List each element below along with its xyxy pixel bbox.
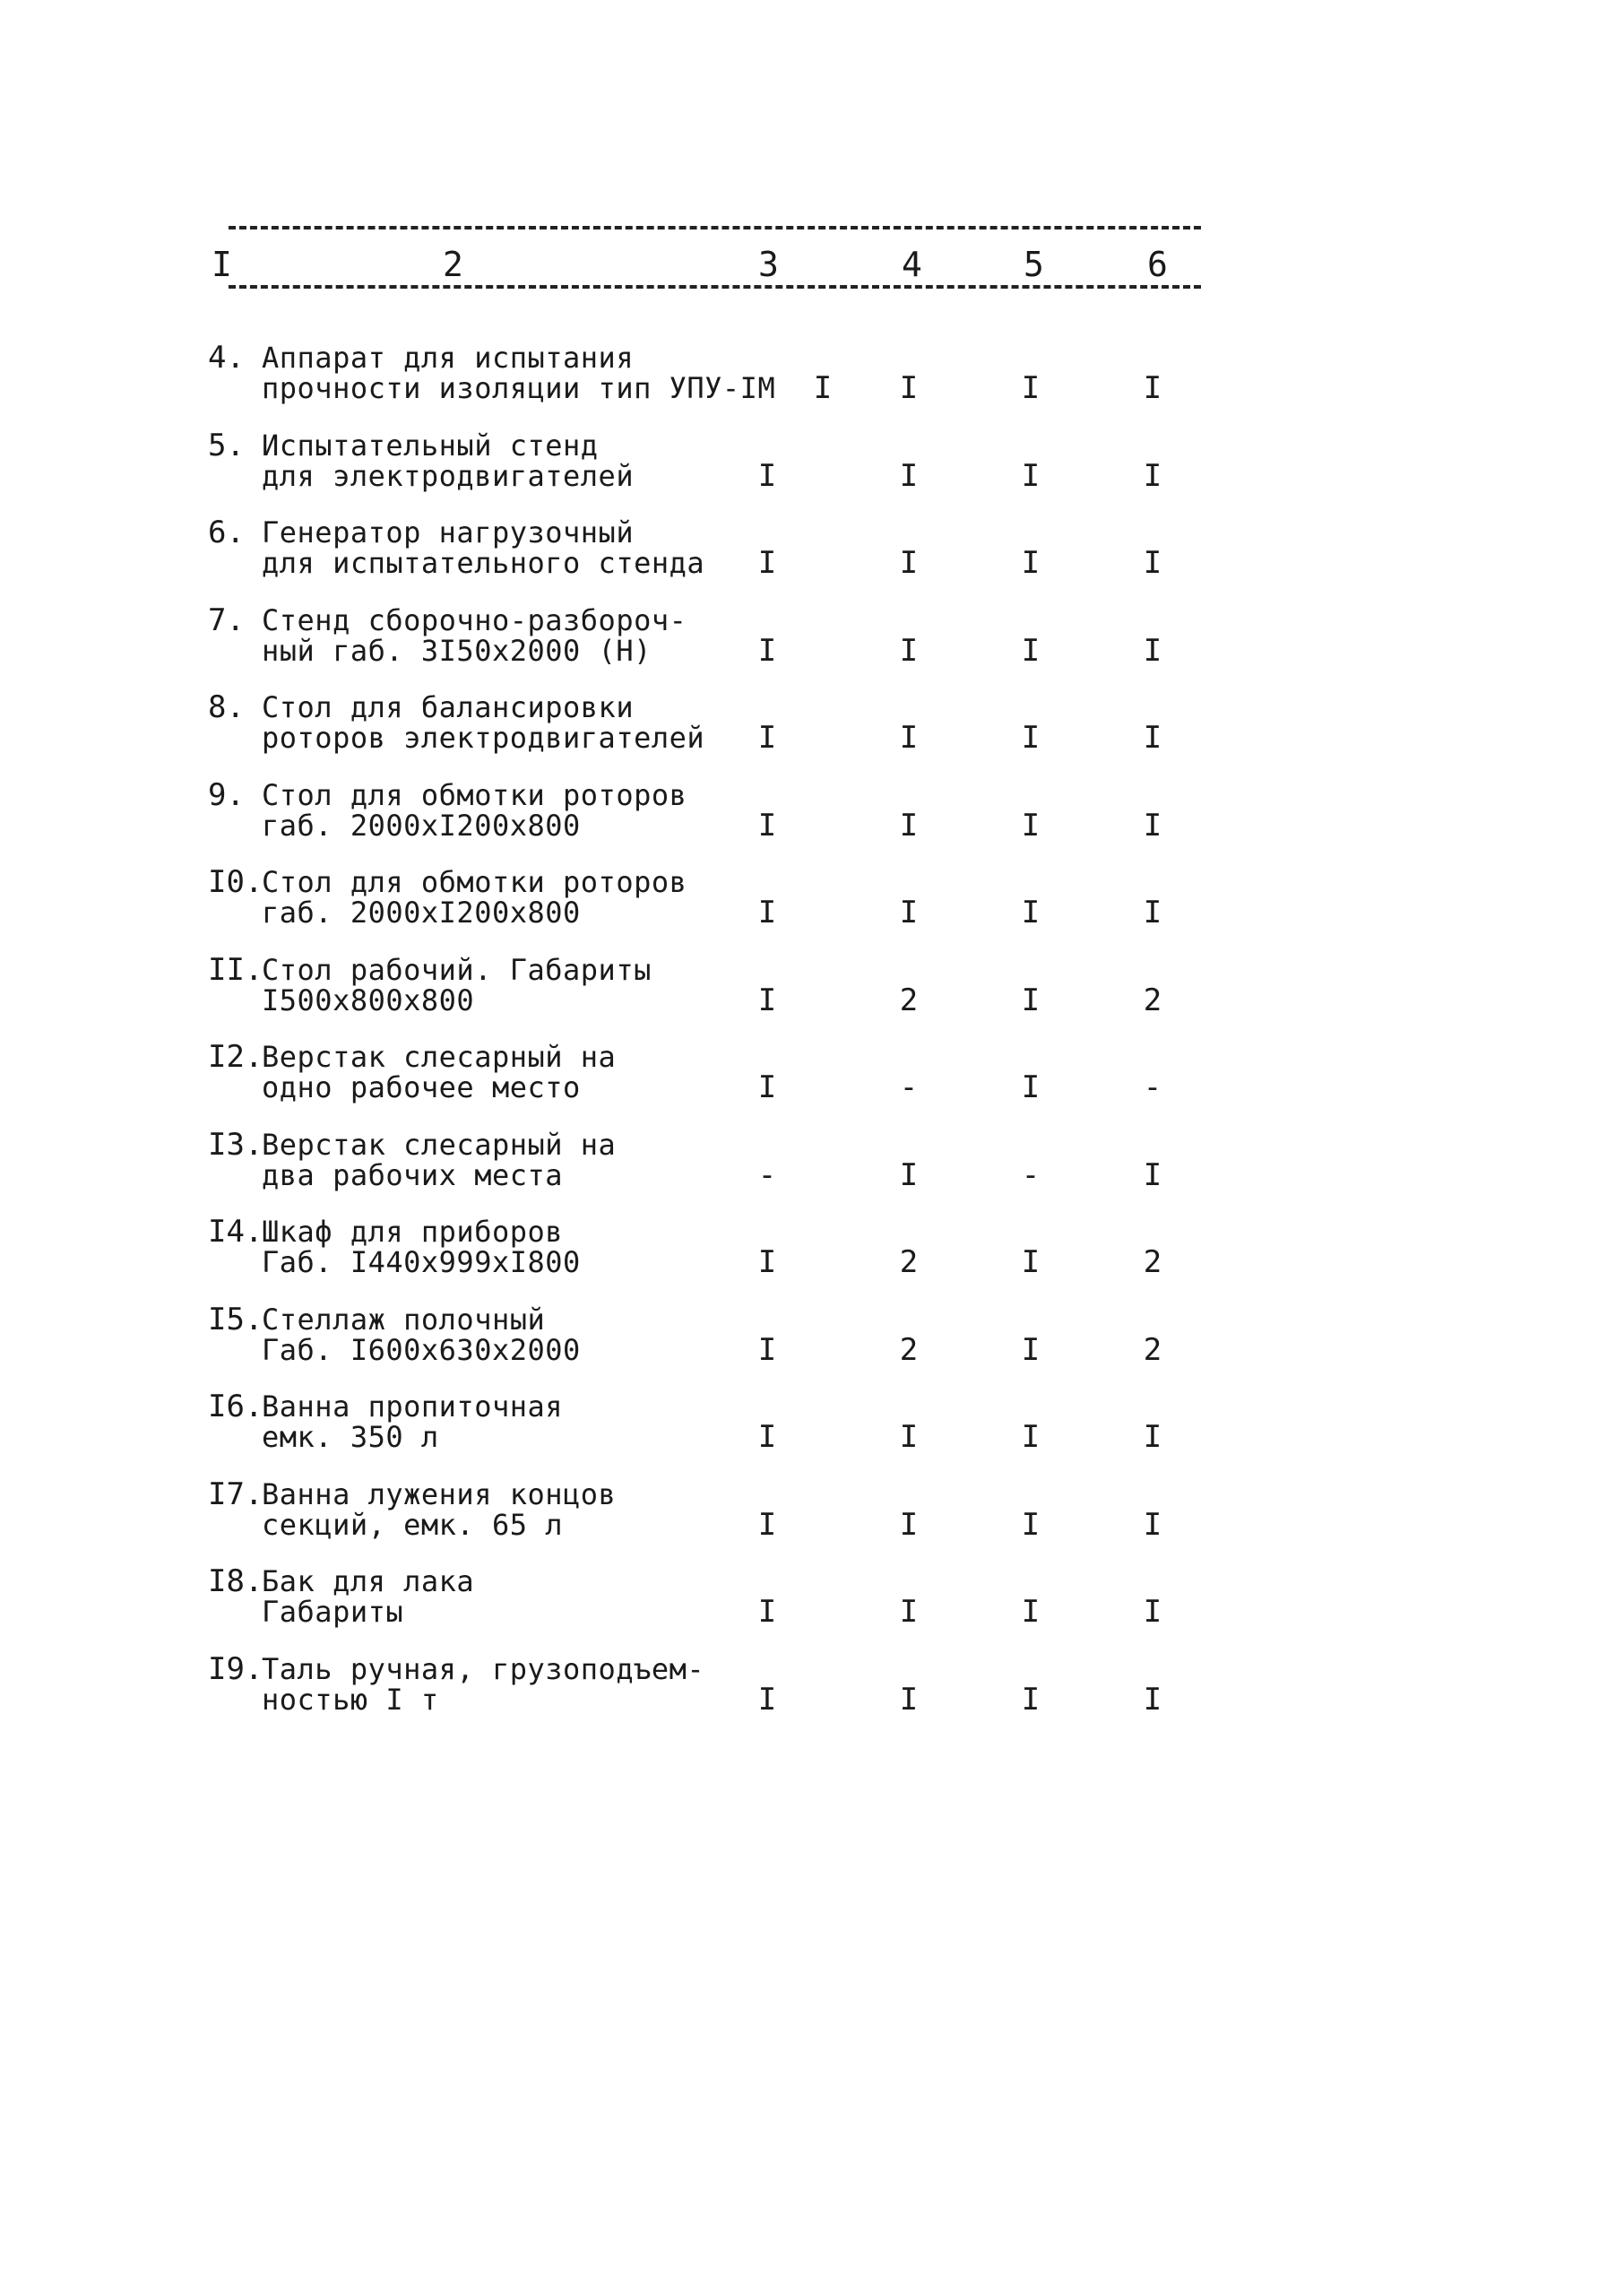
row-number: I3. [208,1126,263,1163]
table-row [0,689,1624,764]
cell-col-6: I [1143,1594,1162,1630]
cell-col-4: I [899,1681,919,1718]
description-line-1: Стеллаж полочный [262,1302,546,1337]
row-description [262,867,687,928]
cell-col-4: I [899,457,919,494]
cell-col-3: I [757,1594,777,1630]
cell-col-4: 2 [899,1244,919,1280]
description-line-2: секций, емк. 65 л [262,1507,564,1542]
description-line-2: ный габ. 3I50x2000 (H) [262,633,652,668]
row-number: II. [208,951,263,988]
cell-col-6: I [1143,1156,1162,1193]
cell-col-4: I [899,807,919,844]
cell-col-3: - [757,1156,777,1193]
cell-col-5: I [1021,457,1041,494]
row-number: 7. [208,602,245,638]
cell-col-4: I [899,545,919,581]
row-number: I2. [208,1039,263,1075]
table-row [0,1476,1624,1551]
cell-col-6: - [1143,1069,1162,1105]
description-line-1: Стол для балансировки [262,690,635,724]
cell-col-4: I [899,895,919,930]
cell-col-6: I [1143,632,1162,669]
description-line-1: Генератор нагрузочный [262,515,635,550]
cell-col-5: I [1021,370,1041,406]
cell-col-4: - [899,1069,919,1105]
description-line-2: ностью I т [262,1682,439,1717]
cell-col-5: I [1021,1419,1041,1455]
cell-col-5: I [1021,982,1041,1018]
description-line-1: Таль ручная, грузоподъем- [262,1651,705,1686]
table-header-rule [229,285,1201,289]
description-line-2: прочности изоляции тип УПУ-IM [262,371,776,405]
cell-col-5: I [1021,720,1041,756]
row-number: I5. [208,1301,263,1337]
row-description [262,1391,563,1452]
column-header-1: I [208,247,236,282]
description-line-1: Верстак слесарный на [262,1127,617,1162]
cell-col-3: I [757,807,777,844]
row-description [262,1651,705,1717]
cell-col-3: I [757,1331,777,1368]
table-row [0,951,1624,1026]
description-line-2: Габ. I600x630x2000 [262,1332,581,1367]
row-number: 6. [208,515,245,550]
description-line-1: Ванна пропиточная [262,1389,564,1424]
row-description [262,952,652,1017]
cell-col-6: I [1143,1419,1162,1455]
cell-col-5: I [1021,895,1041,930]
cell-col-6: I [1143,457,1162,494]
row-number: 9. [208,776,245,813]
table-row [0,1126,1624,1201]
description-line-2: габ. 2000xI200x800 [262,808,581,843]
cell-col-3: I [757,895,777,930]
cell-col-5: I [1021,807,1041,844]
cell-col-6: I [1143,720,1162,756]
row-description [262,692,704,753]
description-line-1: Шкаф для приборов [262,1215,564,1249]
cell-col-6: 2 [1143,1244,1162,1280]
cell-col-3: I [757,1069,777,1105]
table-row [0,1391,1624,1463]
table-row [0,342,1624,414]
description-line-1: Ванна лужения концов [262,1476,617,1511]
row-description [262,517,704,578]
cell-col-3: I [757,1244,777,1280]
cell-col-5: - [1021,1156,1041,1193]
cell-col-5: I [1021,1069,1041,1105]
row-description [262,1216,581,1277]
description-line-2: Габариты [262,1595,404,1629]
cell-col-3: I [757,1506,777,1543]
description-line-2: емк. 350 л [262,1420,439,1454]
row-description [262,777,687,843]
cell-col-3: I [757,632,777,669]
cell-col-3: I [757,545,777,581]
cell-col-6: I [1143,807,1162,844]
column-header-4: 4 [898,247,926,282]
row-description [262,1127,617,1192]
cell-col-5: I [1021,1594,1041,1630]
row-description [262,1042,616,1103]
cell-col-3: I [813,370,833,406]
cell-col-5: I [1021,1506,1041,1543]
cell-col-4: I [899,1594,919,1630]
cell-col-6: 2 [1143,982,1162,1018]
cell-col-5: I [1021,1244,1041,1280]
cell-col-5: I [1021,1331,1041,1368]
description-line-2: Габ. I440x999xI800 [262,1245,581,1279]
description-line-1: Стол рабочий. Габариты [262,952,652,987]
column-header-6: 6 [1144,247,1171,282]
description-line-1: Стенд сборочно-разбороч- [262,602,687,637]
table-row [0,1301,1624,1376]
cell-col-4: 2 [899,982,919,1018]
row-description [262,430,634,491]
row-number: I7. [208,1476,263,1512]
row-number: 4. [208,340,245,376]
cell-col-6: I [1143,545,1162,581]
row-number: I6. [208,1389,263,1424]
table-row [0,776,1624,852]
row-number: 5. [208,427,245,463]
cell-col-6: I [1143,895,1162,930]
cell-col-4: I [899,720,919,756]
cell-col-5: I [1021,632,1041,669]
cell-col-3: I [757,720,777,756]
row-number: 8. [208,689,245,725]
table-top-rule [229,226,1201,229]
cell-col-3: I [757,1419,777,1455]
cell-col-5: I [1021,545,1041,581]
cell-col-5: I [1021,1681,1041,1718]
row-number: I0. [208,864,263,900]
table-row [0,1650,1624,1726]
column-header-3: 3 [755,247,782,282]
cell-col-6: I [1143,1681,1162,1718]
description-line-2: габ. 2000xI200x800 [262,896,581,930]
cell-col-3: I [757,982,777,1018]
cell-col-3: I [757,457,777,494]
cell-col-6: 2 [1143,1331,1162,1368]
row-description [262,1566,474,1627]
row-description [262,602,687,668]
table-row [0,602,1624,677]
column-header-2: 2 [439,247,467,282]
description-line-1: Стол для обмотки роторов [262,777,687,812]
description-line-1: Верстак слесарный на [262,1040,617,1074]
description-line-2: для электродвигателей [262,458,635,493]
cell-col-4: 2 [899,1331,919,1368]
description-line-2: одно рабочее место [262,1070,581,1104]
table-row [0,1216,1624,1288]
table-row [0,864,1624,939]
cell-col-3: I [757,1681,777,1718]
description-line-1: Испытательный стенд [262,428,599,463]
column-header-5: 5 [1020,247,1048,282]
description-line-2: два рабочих места [262,1157,564,1192]
table-row [0,1039,1624,1113]
row-number: I8. [208,1563,263,1599]
cell-col-4: I [899,1506,919,1543]
row-description [262,1476,617,1542]
cell-col-4: I [899,1419,919,1455]
cell-col-4: I [899,370,919,406]
description-line-1: Аппарат для испытания [262,341,635,375]
description-line-2: роторов электродвигателей [262,721,705,755]
table-row [0,1563,1624,1638]
row-description [262,1304,581,1365]
description-line-2: I500x800x800 [262,982,475,1017]
row-description [262,342,775,403]
cell-col-6: I [1143,370,1162,406]
table-row [0,427,1624,502]
row-number: I4. [208,1214,263,1250]
cell-col-4: I [899,632,919,669]
cell-col-6: I [1143,1506,1162,1543]
table-row [0,517,1624,589]
description-line-2: для испытательного стенда [262,546,705,580]
description-line-1: Стол для обмотки роторов [262,865,687,899]
row-number: I9. [208,1650,263,1687]
cell-col-4: I [899,1156,919,1193]
description-line-1: Бак для лака [262,1564,475,1598]
